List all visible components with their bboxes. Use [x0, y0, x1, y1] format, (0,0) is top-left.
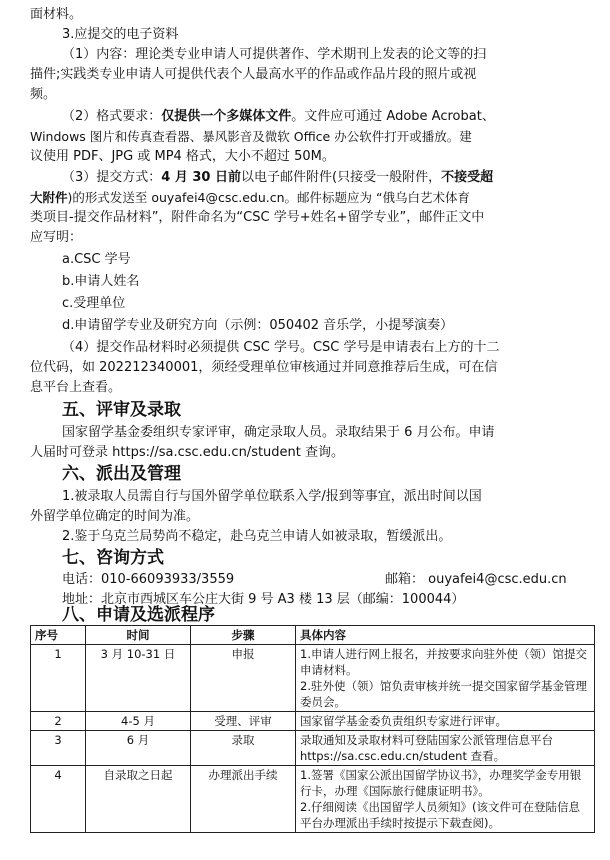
paragraph-line: 议使用 PDF、JPG 或 MP4 格式，大小不超过 50M。 [30, 149, 335, 164]
paragraph-line: 人届时可登录 https://sa.csc.edu.cn/student 查询。 [30, 445, 345, 460]
text-run: （2）格式要求： [62, 109, 162, 124]
column-header: 时间 [86, 626, 191, 645]
paragraph-line: 描件;实践类专业申请人可提供代表个人最高水平的作品或作品片段的照片或视 [30, 67, 477, 82]
table-cell: 录取 [191, 731, 296, 766]
table-cell: 3 月 10-31 日 [86, 645, 191, 712]
paragraph-line [62, 107, 495, 127]
table-cell: 办理派出手续 [191, 766, 296, 833]
paragraph-line: （4）提交作品材料时必须提供 CSC 学号。CSC 学号是申请表右上方的十二 [62, 340, 500, 355]
text-run: 以电子邮件附件(只接受一般附件， [241, 170, 442, 185]
table-row [31, 766, 595, 833]
table-cell: 4-5 月 [86, 712, 191, 731]
column-header: 序号 [31, 626, 86, 645]
contact-address: 地址：北京市西城区车公庄大街 9 号 A3 楼 13 层（邮编：100044） [62, 592, 465, 607]
bold-text: 仅提供一个多媒体文件 [161, 109, 292, 124]
column-header: 步骤 [191, 626, 296, 645]
table-cell: 申报 [191, 645, 296, 712]
procedure-table [30, 625, 595, 833]
text-run: )的形式发送至 ouyafei4@csc.edu.cn。邮件标题应为 “俄乌白艺术体育 [67, 190, 471, 205]
paragraph-line [62, 168, 493, 188]
paragraph-line [30, 188, 470, 208]
paragraph-line: 类项目-提交作品材料”，附件命名为“CSC 学号+姓名+留学专业”，邮件正文中 [30, 210, 485, 225]
paragraph-line: 位代码，如 202212340001，须经受理单位审核通过并同意推荐后生成，可在信 [30, 360, 498, 375]
list-item: c.受理单位 [62, 296, 126, 311]
table-cell: 1 [31, 645, 86, 712]
paragraph-line: 外留学单位确定的时间为准。 [30, 509, 200, 524]
section-heading: 六、派出及管理 [62, 464, 181, 484]
paragraph-line: 面材料。 [30, 7, 83, 22]
section-heading: 八、申请及选派程序 [62, 605, 215, 625]
table-cell: 自录取之日起 [86, 766, 191, 833]
list-item: a.CSC 学号 [62, 252, 131, 267]
cell-text: 国家留学基金委负责组织专家进行评审。 [300, 714, 507, 728]
table-cell: 受理、评审 [191, 712, 296, 731]
table-header-row [31, 626, 595, 645]
table-row [31, 712, 595, 731]
table-cell: 2 [31, 712, 86, 731]
list-item: d.申请留学专业及研究方向（示例：050402 音乐学，小提琴演奏） [62, 318, 454, 333]
paragraph-line: Windows 图片和传真查看器、暴风影音及微软 Office 办公软件打开或播放。建 [30, 129, 472, 144]
cell-text: 2.仔细阅读《出国留学人员须知》(该文件可在登陆信息平台办理派出手续时按提示下载查阅)。 [300, 800, 580, 830]
table-row [31, 645, 595, 712]
paragraph-line: 息平台上查看。 [30, 380, 122, 395]
table-cell [296, 712, 595, 731]
section-heading: 五、评审及录取 [62, 400, 181, 420]
table-cell: 6 月 [86, 731, 191, 766]
paragraph-line: 国家留学基金委组织专家评审，确定录取人员。录取结果于 6 月公布。申请 [62, 425, 495, 440]
bold-text: 不接受超 [441, 170, 494, 185]
contact-email: 邮箱： ouyafei4@csc.edu.cn [385, 572, 567, 587]
column-header: 具体内容 [296, 626, 595, 645]
text-run: 。文件应可通过 Adobe Acrobat、 [291, 109, 495, 124]
table-row [31, 731, 595, 766]
table-cell [296, 766, 595, 833]
cell-text: 1.签署《国家公派出国留学协议书》，办理奖学金专用银行卡，办理《国际旅行健康证明书》。 [300, 768, 582, 798]
list-item: b.申请人姓名 [62, 274, 140, 289]
bold-text: 4 月 30 日前 [161, 170, 241, 185]
section-subheading: 3.应提交的电子资料 [62, 27, 179, 42]
cell-text: 录取通知及录取材料可登陆国家公派管理信息平台 https://sa.csc.edu.cn/student 查看。 [300, 733, 553, 763]
paragraph-line: 2.鉴于乌克兰局势尚不稳定，赴乌克兰申请人如被录取，暂缓派出。 [62, 529, 452, 544]
paragraph-line: （1）内容：理论类专业申请人可提供著作、学术期刊上发表的论文等的扫 [62, 47, 487, 62]
cell-text: 2.驻外使（领）馆负责审核并统一提交国家留学基金管理委员会。 [300, 679, 587, 709]
cell-text: 1.申请人进行网上报名，并按要求向驻外使（领）馆提交申请材料。 [300, 647, 587, 677]
table-cell: 3 [31, 731, 86, 766]
paragraph-line: 应写明： [30, 230, 83, 245]
table-cell [296, 731, 595, 766]
table-cell: 4 [31, 766, 86, 833]
table-cell [296, 645, 595, 712]
section-heading: 七、咨询方式 [62, 548, 164, 568]
bold-text: 大附件 [30, 190, 68, 205]
text-run: （3）提交方式： [62, 170, 162, 185]
paragraph-line: 频。 [30, 87, 57, 102]
contact-phone: 电话：010-66093933/3559 [62, 572, 235, 587]
paragraph-line: 1.被录取人员需自行与国外留学单位联系入学/报到等事宜，派出时间以国 [62, 489, 482, 504]
